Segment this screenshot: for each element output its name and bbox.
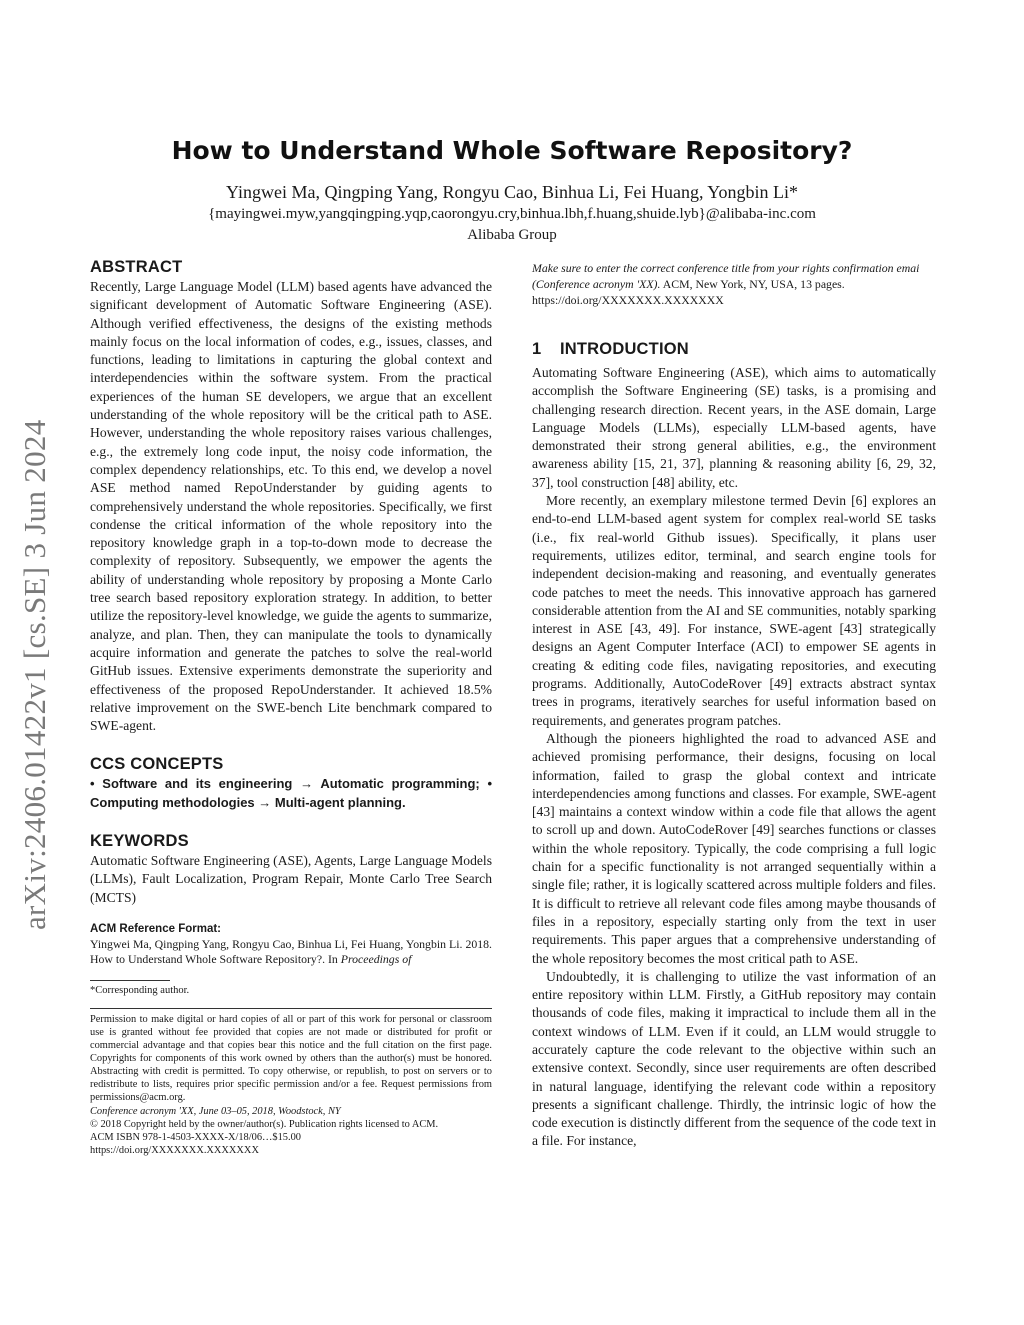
left-column — [90, 256, 492, 1157]
corresponding-author-footnote: *Corresponding author. — [90, 984, 190, 996]
introduction-heading — [532, 338, 936, 360]
conference-note-italic: Make sure to enter the correct conference title from your rights confirmation emai (Conference acronym 'XX). — [532, 261, 920, 291]
acm-reference-text: Yingwei Ma, Qingping Yang, Rongyu Cao, Binhua Li, Fei Huang, Yongbin Li. 2018. How to Understand Whole Software Repository?. In Proceedings of — [90, 936, 492, 967]
footnote-rule — [90, 980, 170, 981]
permission-text: Permission to make digital or hard copies of all or part of this work for personal or classroom use is granted without fee provided that copies are not made or distributed for profit or commercial advantage and that copies bear this notice and the full citation on the first page. Copyrights for components of this work owned by others than the author(s) must be honored. Abstracting with credit is permitted. To copy otherwise, or republish, to post on servers or to redistribute to lists, requires prior specific permission and/or a fee. Request permissions from permissions@acm.org. — [90, 1013, 492, 1104]
abstract-heading: ABSTRACT — [90, 258, 183, 276]
paper-title: How to Understand Whole Software Repository? — [171, 136, 853, 165]
permission-block — [90, 1013, 492, 1157]
ccs-text: • Software and its engineering → Automatic programming; • Computing methodologies → Multi-agent planning. — [90, 776, 492, 810]
acm-reference-venue: Proceedings of — [340, 952, 412, 967]
conference-note-rest: ACM, New York, NY, USA, 13 pages. https://doi.org/XXXXXXX.XXXXXXX — [532, 277, 845, 307]
copyright-line: © 2018 Copyright held by the owner/author(s). Publication rights licensed to ACM. — [90, 1118, 439, 1130]
keywords-heading: KEYWORDS — [90, 832, 189, 851]
author-emails: {mayingwei.myw,yangqingping.yqp,caorongyu.cry,binhua.lbh,f.huang,shuide.lyb}@alibaba-inc.com — [208, 206, 816, 222]
conference-line: Conference acronym 'XX, June 03–05, 2018, Woodstock, NY — [90, 1105, 341, 1117]
conference-note — [532, 260, 936, 308]
intro-paragraph: Automating Software Engineering (ASE), which aims to automatically accomplish the Software Engineering (SE) tasks, is a promising and challenging research direction. Recent years, in the ASE domain, Large Language Models (LLMs), especially LLM-based agents, have demonstrated their strong general abilities, e.g., the environment awareness ability [15, 21, 37], planning & reasoning ability [6, 29, 32, 37], tool construction [48] ability, etc. — [532, 365, 936, 490]
doi-link[interactable]: https://doi.org/XXXXXXX.XXXXXXX — [90, 1144, 259, 1156]
ccs-heading: CCS CONCEPTS — [90, 755, 224, 774]
acm-reference-heading: ACM Reference Format: — [90, 922, 221, 935]
arxiv-identifier: arXiv:2406.01422v1 [cs.SE] 3 Jun 2024 — [17, 419, 52, 930]
introduction-number: 1 — [532, 340, 542, 358]
intro-paragraph: More recently, an exemplary milestone termed Devin [6] explores an end-to-end LLM-based agent system for complex real-world SE tasks (i.e., fix real-world Github issues). Specifically, it plans user requirements, utilizes editor, terminal, and search engine tools for independent decision-making and reasoning, and eventually generates code patches to meet the needs. This innovative approach has garnered considerable attention from the AI and SE communities, notably sparking interest in ASE [43, 49]. For instance, SWE-agent [43] strategically designs an Agent Computer Interface (ACI) to empower SE agents in creating & editing code files, navigating repositories, and executing programs. Additionally, AutoCodeRover [49] extracts abstract syntax trees in programs, iteratively searches for useful information based on requirements, and generates program patches. — [532, 493, 936, 728]
isbn-line: ACM ISBN 978-1-4503-XXXX-X/18/06…$15.00 — [90, 1131, 301, 1143]
author-list: Yingwei Ma, Qingping Yang, Rongyu Cao, Binhua Li, Fei Huang, Yongbin Li* — [225, 182, 799, 202]
affiliation: Alibaba Group — [467, 227, 557, 243]
permission-rule — [90, 1008, 492, 1009]
intro-paragraph: Undoubtedly, it is challenging to utilize the vast information of an entire repository within LLM. Firstly, a GitHub repository may contain thousands of code files, making it impractical to include them all in the context windows of LLM. Even if it could, an LLM would struggle to accurately capture the code relevant to the objective within such an extensive context. Secondly, since user requirements are often described in natural language, identifying the relevant code within a repository presents a significant challenge. Thirdly, the intrinsic logic of how the code execution is distinctly different from the sequence of the code text in a file. For instance, — [532, 968, 936, 1149]
keywords-text: Automatic Software Engineering (ASE), Agents, Large Language Models (LLMs), Fault Localization, Program Repair, Monte Carlo Tree Search (MCTS) — [90, 853, 492, 905]
intro-paragraph: Although the pioneers highlighted the road to advanced ASE and achieved promising performance, their designs, focusing on local information, failed to grasp the global context and intricate interdependencies among functions and classes. For example, SWE-agent [43] maintains a context window within a code file that allows the agent to scroll up and down. AutoCodeRover [49] searches functions or classes within the whole repository. Typically, the code comprising a full logic chain for a specific functionality is not arranged sequentially within a single file; rather, it is logically scattered across multiple folders and files. It is difficult to retrieve all relevant code files among maybe thousands of files in a repository, especially starting only from the text in user requirements. This paper argues that a comprehensive understanding of the whole repository becomes the most critical path to ASE. — [532, 730, 936, 966]
right-column — [532, 260, 936, 1151]
introduction-title: INTRODUCTION — [560, 340, 689, 358]
abstract-text: Recently, Large Language Model (LLM) based agents have advanced the significant development of Automatic Software Engineering (ASE). Although verified effectiveness, the designs of the existing methods mainly focus on the local information of codes, e.g., issues, classes, and functions, leading to limitations in capturing the global context and interdependencies within the software system. From the practical experiences of the human SE developers, we argue that an excellent understanding of the whole repository will be the critical path to ASE. However, understanding the whole repository raises various challenges, e.g., the extremely long code input, the noisy code information, the complex dependency relationships, etc. To this end, we develop a novel ASE method named RepoUnderstander by guiding agents to comprehensively understand the whole repositories. Specifically, we first condense the critical information of the whole repository into the repository knowledge graph in a top-to-down mode to decrease the complexity of repository. Subsequently, we empower the agents the ability of understanding whole repository by proposing a Monte Carlo tree search based repository exploration strategy. In addition, to better utilize the repository-level knowledge, we guide the agents to summarize, analyze, and plan. Then, they can manipulate the tools to dynamically acquire information and generate the patches to solve the real-world GitHub issues. Extensive experiments demonstrate the superiority and effectiveness of the proposed RepoUnderstander. It achieved 18.5% relative improvement on the SWE-bench Lite benchmark compared to SWE-agent. — [90, 279, 492, 734]
